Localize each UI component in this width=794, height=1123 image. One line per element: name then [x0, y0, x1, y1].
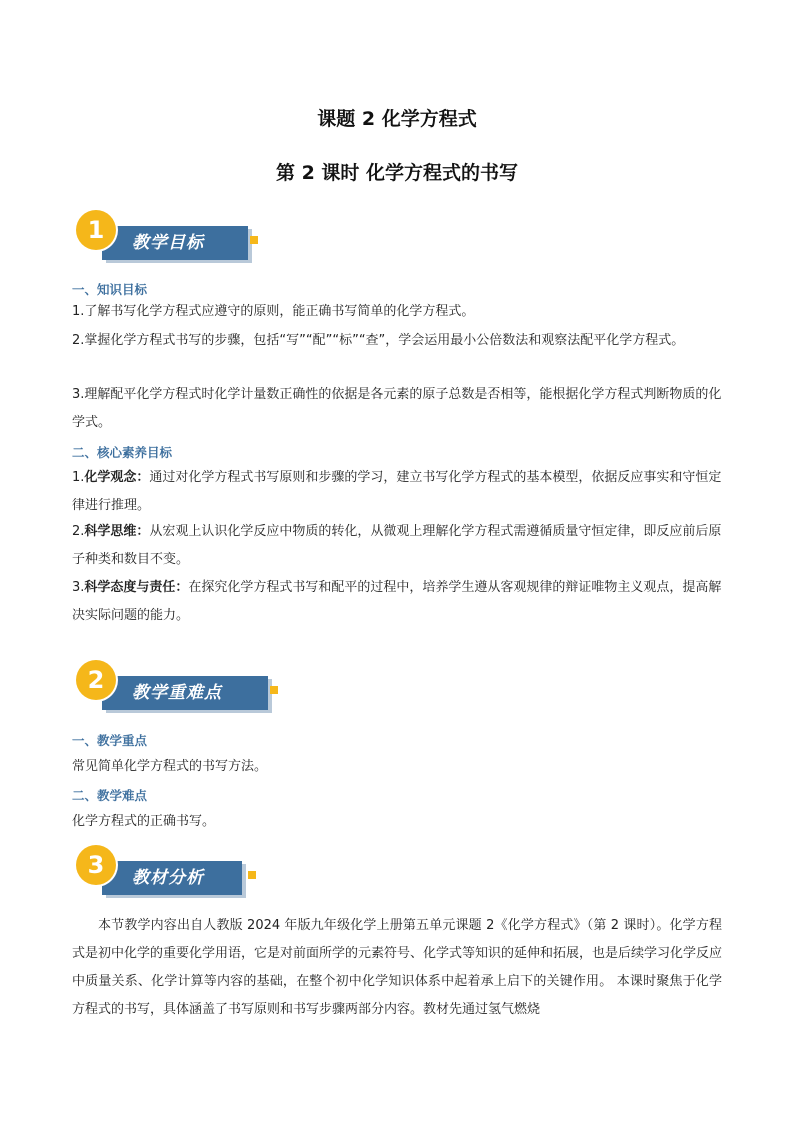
- section-banner-2: [76, 660, 286, 708]
- analysis-paragraph: 本节教学内容出自人教版 2024 年版九年级化学上册第五单元课题 2《化学方程式》（第 2 课时）。化学方程式是初中化学的重要化学用语，它是对前面所学的元素符号、化学式等知识的延伸和拓展，也是后续学习化学反应中质量关系、化学计算等内容的基础，在整个初中化学知识体系中起着承上启下的关键作用。 本课时聚焦于化学方程式的书写，具体涵盖了书写原则和书写步骤两部分内容。教材先通过氢气燃烧: [72, 918, 723, 1017]
- difficulty-text: 化学方程式的正确书写。: [72, 814, 216, 829]
- decor-square: [250, 236, 258, 244]
- section-number-badge-3: 3: [76, 845, 116, 885]
- subheading-knowledge-goals: 一、知识目标: [72, 282, 148, 297]
- core-goal-label: 化学观念：: [84, 470, 150, 485]
- section-number-badge-1: 1: [76, 210, 116, 250]
- section-heading-1: 教学目标: [132, 233, 204, 253]
- section-heading-2: 教学重难点: [132, 683, 222, 703]
- core-goal-item: 2.科学思维：从宏观上认识化学反应中物质的转化，从微观上理解化学方程式需遵循质量守恒定律，即反应前后原子种类和数目不变。: [72, 524, 722, 567]
- decor-square: [270, 686, 278, 694]
- goal-item: 1.了解书写化学方程式应遵守的原则，能正确书写简单的化学方程式。: [72, 304, 475, 319]
- core-goal-label: 科学思维：: [84, 524, 150, 539]
- page-title: 课题 2 化学方程式: [317, 108, 477, 130]
- core-goal-item: 1.化学观念：通过对化学方程式书写原则和步骤的学习，建立书写化学方程式的基本模型，依据反应事实和守恒定律进行推理。: [72, 470, 722, 513]
- section-number-badge-2: 2: [76, 660, 116, 700]
- subheading-difficulty: 二、教学难点: [72, 788, 148, 803]
- core-goal-label: 科学态度与责任：: [84, 580, 189, 595]
- goal-item: 2.掌握化学方程式书写的步骤，包括“写”“配”“标”“查”，学会运用最小公倍数法和观察法配平化学方程式。: [72, 333, 685, 348]
- focus-text: 常见简单化学方程式的书写方法。: [72, 759, 268, 774]
- section-banner-1: [76, 210, 266, 258]
- subheading-focus: 一、教学重点: [72, 733, 148, 748]
- decor-square: [248, 871, 256, 879]
- core-goal-item: 3.科学态度与责任：在探究化学方程式书写和配平的过程中，培养学生遵从客观规律的辩证唯物主义观点，提高解决实际问题的能力。: [72, 580, 722, 623]
- goal-item: 3.理解配平化学方程式时化学计量数正确性的依据是各元素的原子总数是否相等，能根据化学方程式判断物质的化学式。: [72, 387, 722, 430]
- page-subtitle: 第 2 课时 化学方程式的书写: [275, 162, 519, 184]
- section-heading-3: 教材分析: [132, 868, 204, 888]
- subheading-core-goals: 二、核心素养目标: [72, 445, 173, 460]
- section-banner-3: [76, 845, 266, 893]
